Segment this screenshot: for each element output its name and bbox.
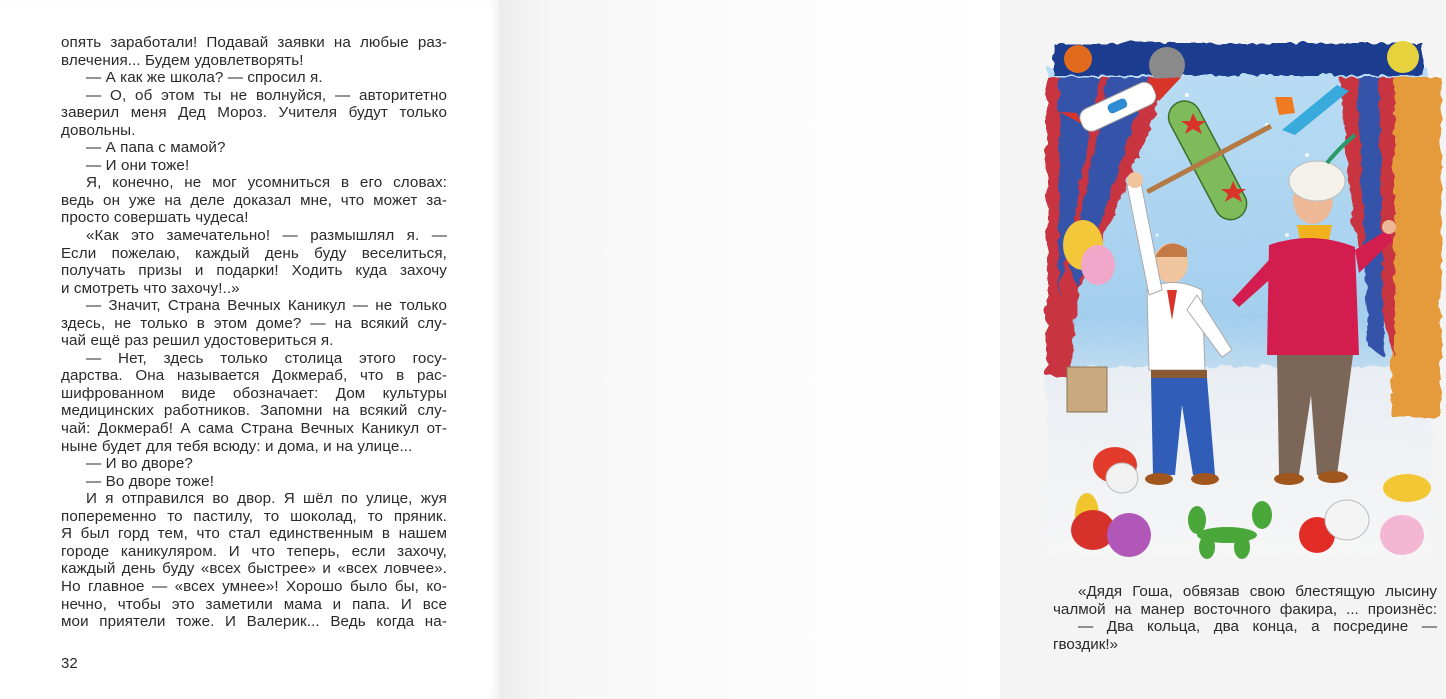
text-line: Если пожелаю, каждый день буду веселиться, — [61, 244, 447, 262]
text-line: шифрованном виде обозначает: Дом культуры — [61, 384, 447, 402]
illustration-image — [1037, 35, 1446, 563]
story-illustration — [1037, 35, 1446, 563]
text-line: просто совершать чудеса! — [61, 209, 249, 227]
text-line: гвоздик!» — [1053, 635, 1118, 653]
text-line: и смотреть что захочу!..» — [61, 279, 240, 297]
text-line: «Дядя Гоша, обвязав свою блестящую лысину — [1078, 583, 1437, 600]
text-line: — А папа с мамой? — [86, 139, 226, 157]
text-line: — Во дворе тоже! — [86, 472, 215, 490]
text-line: городе каникуляром. И что теперь, если захочу, — [61, 542, 447, 560]
text-line: — И во дворе? — [86, 455, 193, 473]
left-page — [0, 0, 500, 699]
text-line: Я, конечно, не мог усомниться в его словах: — [86, 174, 447, 192]
text-line: — Нет, здесь только столица этого госу- — [86, 349, 447, 367]
text-line: довольны. — [61, 121, 136, 139]
text-line: нечно, чтобы это заметили мама и папа. И все — [61, 595, 447, 613]
right-page — [500, 0, 1437, 699]
text-line: получать призы и подарки! Ходить куда захочу — [61, 262, 447, 280]
text-line: опять заработали! Подавай заявки на любые раз- — [61, 34, 447, 51]
text-line: — О, об этом ты не волнуйся, — авторитетно — [86, 86, 447, 104]
text-line: чай: Докмераб! А сама Страна Вечных Каникул от- — [61, 420, 447, 438]
text-line: здесь, не только в этом доме? — на всякий слу- — [61, 314, 447, 332]
body-text — [61, 34, 447, 631]
text-line: ведь он уже на деле доказал мне, что может за- — [61, 191, 447, 209]
text-line: дарства. Она называется Докмераб, что в рас- — [61, 367, 447, 385]
text-line: Я был горд тем, что стал единственным в нашем — [61, 525, 447, 543]
text-line: И я отправился во двор. Я шёл по улице, жуя — [86, 490, 447, 508]
page-number: 32 — [61, 655, 78, 672]
text-line: — И они тоже! — [86, 156, 190, 174]
text-line: «Как это замечательно! — размышлял я. — — [86, 227, 447, 245]
text-line: — Значит, Страна Вечных Каникул — не только — [86, 297, 447, 315]
text-line: чалмой на манер восточного факира, ... произнёс: — [1053, 600, 1437, 618]
text-line: заверил меня Дед Мороз. Учителя будут только — [61, 104, 447, 122]
text-line: Но главное — «всех умнее»! Хорошо было бы, ко- — [61, 577, 447, 595]
text-line: — Два кольца, два конца, а посредине — — [1078, 618, 1437, 635]
text-line: чай ещё раз решил удостовериться я. — [61, 332, 334, 350]
text-line: ныне будет для тебя всюду: и дома, и на улице... — [61, 437, 413, 455]
text-line: попеременно то пастилу, то шоколад, то пряник. — [61, 507, 447, 525]
illustration-caption — [1053, 583, 1437, 653]
text-line: медицинских работников. Запомни на всякий слу- — [61, 402, 447, 420]
text-line: каждый день буду «всех быстрее» и «всех ловчее». — [61, 560, 447, 578]
text-line: мои приятели тоже. И Валерик... Ведь когда на- — [61, 613, 447, 631]
text-line: влечения... Будем удовлетворять! — [61, 51, 304, 69]
text-line: — А как же школа? — спросил я. — [86, 69, 323, 87]
